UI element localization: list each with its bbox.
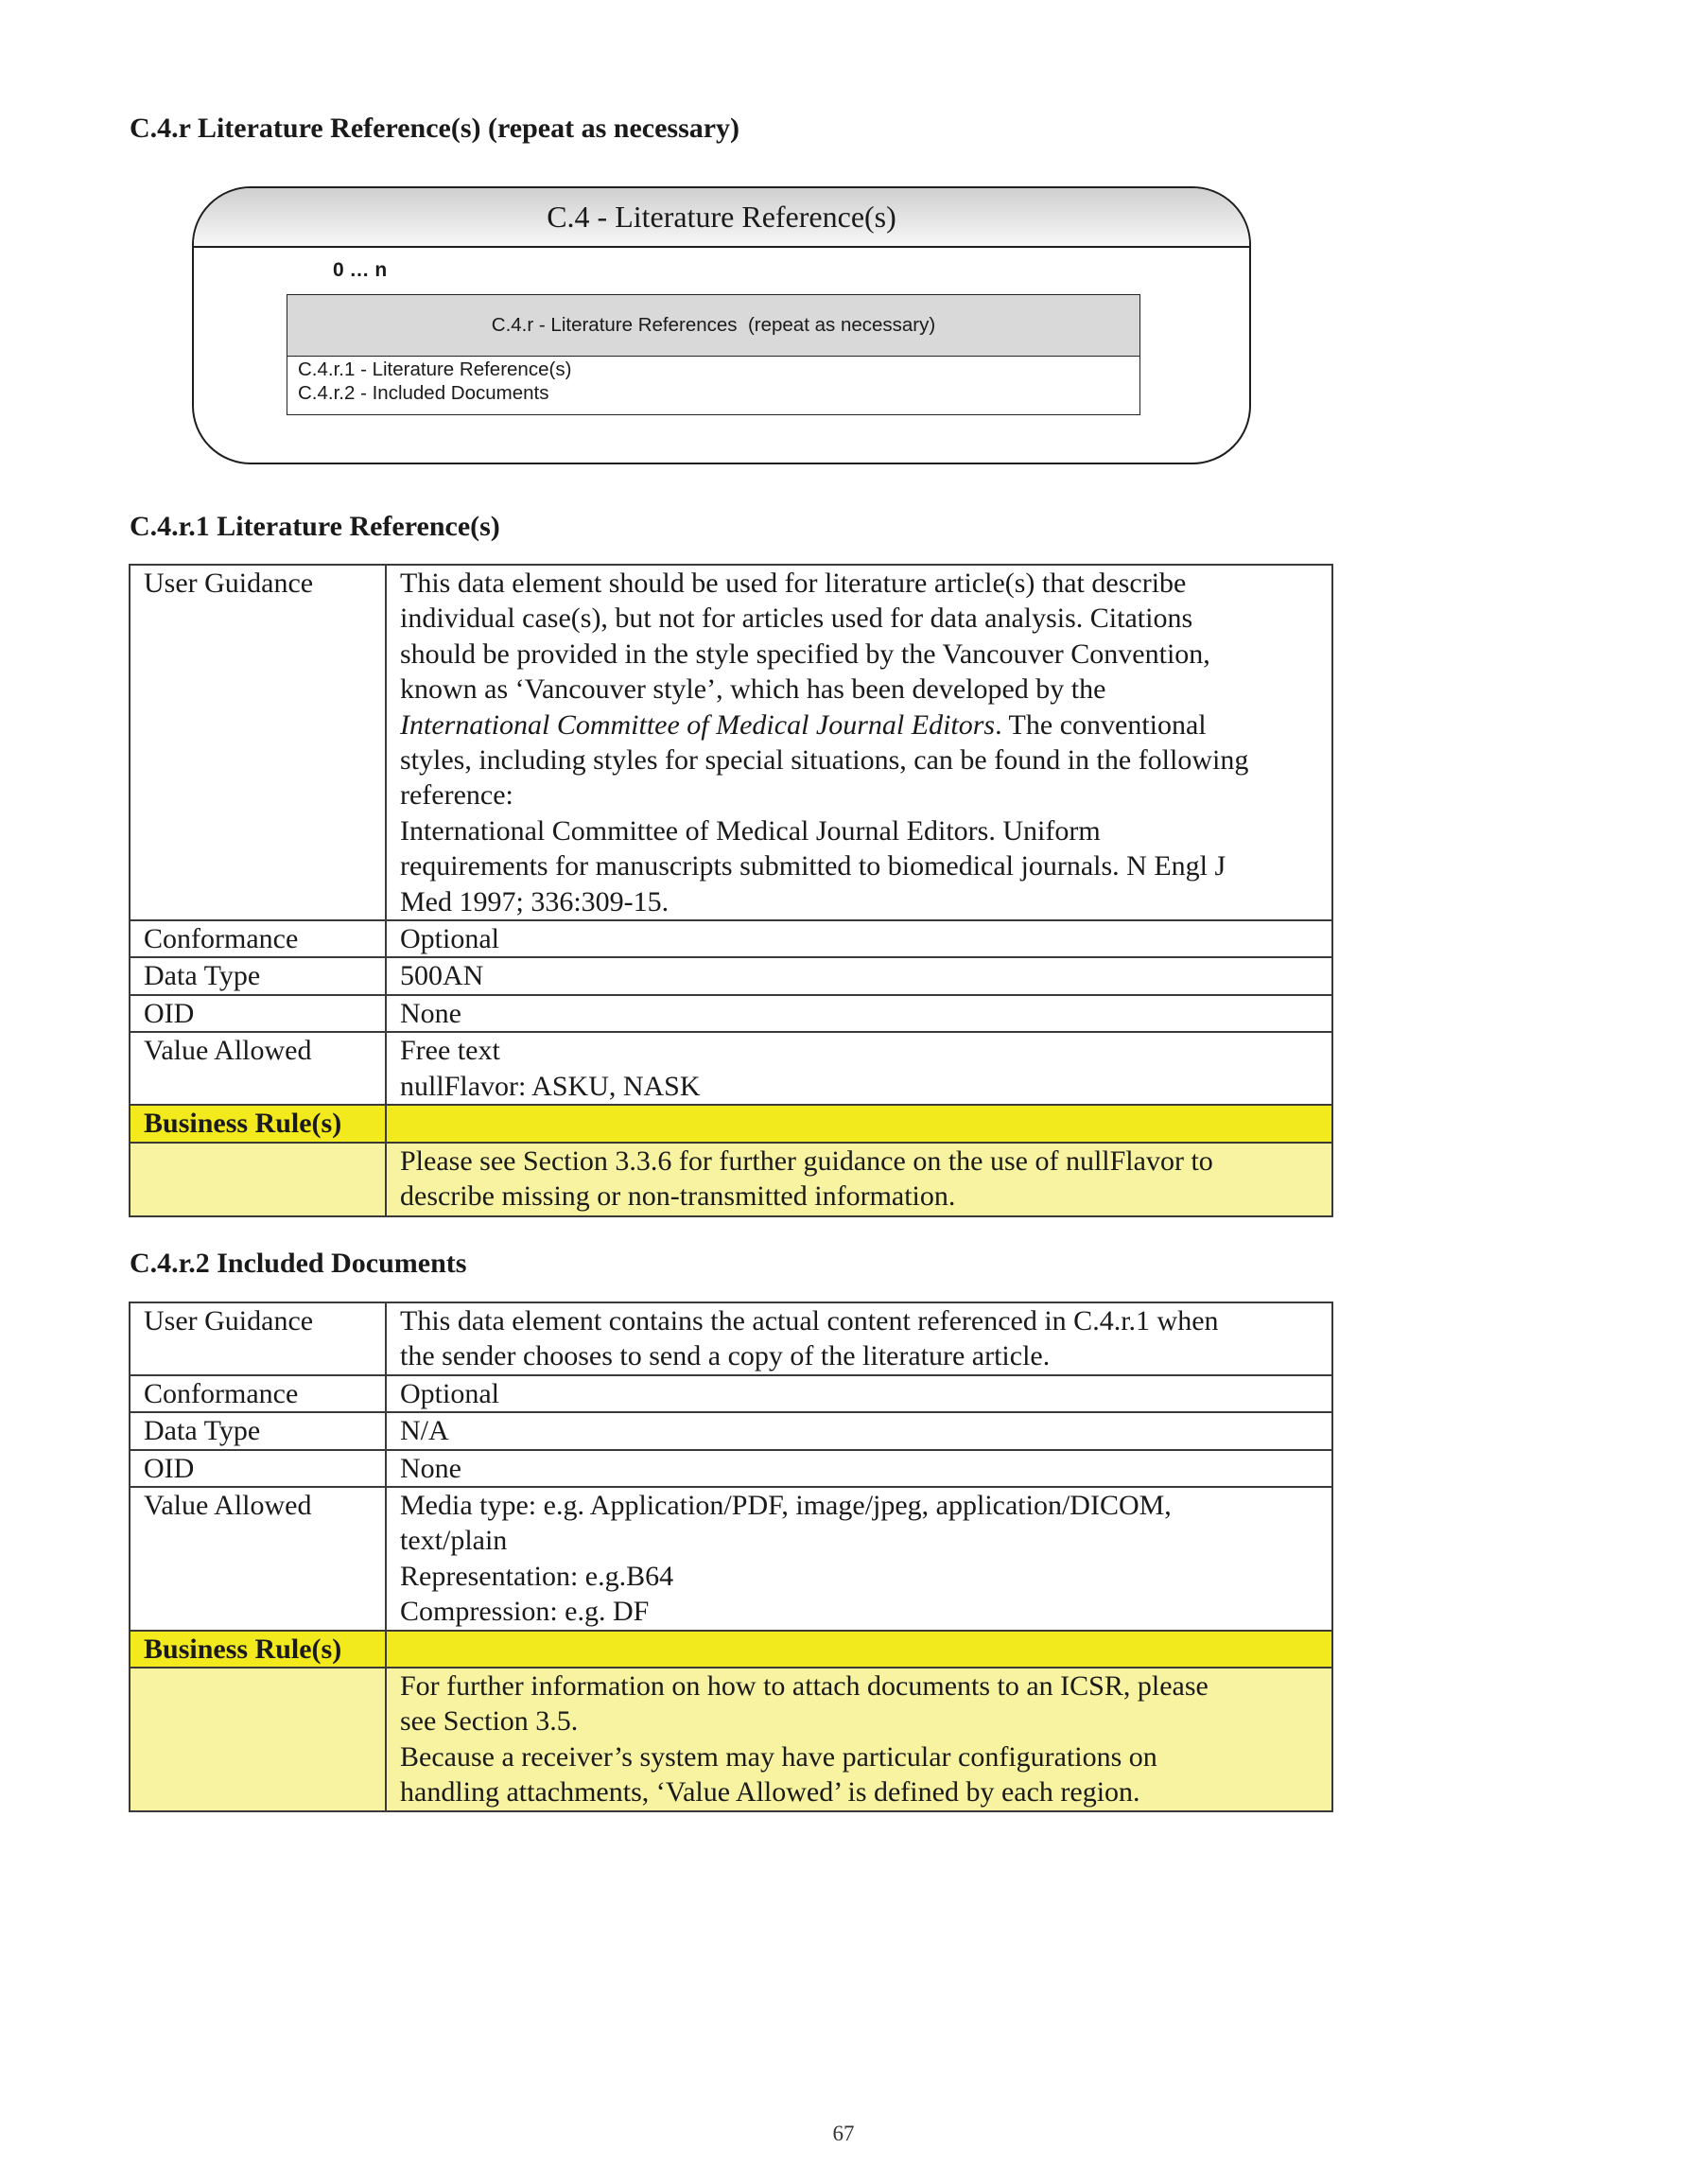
text-line: Because a receiver’s system may have particular configurations on [400,1740,1157,1773]
text-line: reference: [400,779,513,812]
italic-title: International Committee of Medical Journal Editors [400,708,996,741]
text-line: should be provided in the style specified by the Vancouver Convention, [400,638,1210,670]
text-line: requirements for manuscripts submitted to biomedical journals. N Engl J [400,850,1226,882]
text-line: styles, including styles for special situations, can be found in the following [400,744,1249,777]
section-heading: C.4.r Literature Reference(s) (repeat as necessary) [130,113,740,144]
row-label: Data Type [130,1412,386,1449]
business-rules-body-row [130,1668,1332,1811]
text-line: Med 1997; 336:309-15. [400,885,670,917]
table-row [130,1302,1332,1375]
table-row [130,1487,1332,1631]
value-allowed-value [386,1032,1332,1105]
business-rules-body-empty [130,1668,386,1811]
row-label: Data Type [130,957,386,994]
row-label: User Guidance [130,565,386,920]
row-label: Value Allowed [130,1032,386,1105]
business-rules-header-empty [386,1105,1332,1142]
diagram-inner-title: C.4.r - Literature References (repeat as necessary) [491,314,936,336]
business-rules-value [386,1143,1332,1216]
text-line: text/plain [400,1525,508,1557]
table-row [130,920,1332,957]
data-type-value: N/A [386,1412,1332,1449]
business-rules-body-empty [130,1143,386,1216]
user-guidance-value [386,1302,1332,1375]
table-row [130,1450,1332,1487]
oid-value: None [386,995,1332,1032]
table-row [130,1032,1332,1105]
conformance-value: Optional [386,1375,1332,1412]
text-line: For further information on how to attach documents to an ICSR, please [400,1670,1209,1703]
text-fragment: . The conventional [995,708,1207,741]
business-rules-label: Business Rule(s) [130,1631,386,1668]
text-line: Free text [400,1035,500,1067]
diagram-item: C.4.r.1 - Literature Reference(s) [298,358,572,380]
business-rules-header-row [130,1631,1332,1668]
table1-heading: C.4.r.1 Literature Reference(s) [130,511,500,542]
user-guidance-value [386,565,1332,920]
row-label: OID [130,1450,386,1487]
text-line: Representation: e.g.B64 [400,1560,674,1592]
data-type-value: 500AN [386,957,1332,994]
row-label: User Guidance [130,1302,386,1375]
text-line: Please see Section 3.3.6 for further guidance on the use of nullFlavor to [400,1144,1213,1177]
table-row [130,565,1332,920]
diagram-inner-header [287,295,1139,357]
row-label: Value Allowed [130,1487,386,1631]
text-line: the sender chooses to send a copy of the literature article. [400,1340,1051,1372]
table-row [130,995,1332,1032]
text-line: individual case(s), but not for articles used for data analysis. Citations [400,603,1193,635]
text-line: Media type: e.g. Application/PDF, image/jpeg, application/DICOM, [400,1490,1172,1522]
diagram-inner-list [298,358,571,405]
text-line: handling attachments, ‘Value Allowed’ is defined by each region. [400,1776,1140,1808]
diagram-item: C.4.r.2 - Included Documents [298,382,549,404]
table2-included-documents [129,1302,1333,1812]
text-line: see Section 3.5. [400,1705,579,1738]
business-rules-header-row [130,1105,1332,1142]
text-line: nullFlavor: ASKU, NASK [400,1070,701,1102]
diagram-outer-title: C.4 - Literature Reference(s) [547,200,896,234]
conformance-value: Optional [386,920,1332,957]
table-row [130,1375,1332,1412]
business-rules-label: Business Rule(s) [130,1105,386,1142]
text-line [400,708,1318,743]
business-rules-body-row [130,1143,1332,1216]
business-rules-value [386,1668,1332,1811]
row-label: Conformance [130,920,386,957]
diagram-inner-box [287,294,1140,415]
text-line: This data element should be used for literature article(s) that describe [400,568,1187,599]
table-row [130,957,1332,994]
text-line: This data element contains the actual content referenced in C.4.r.1 when [400,1305,1219,1337]
row-label: Conformance [130,1375,386,1412]
text-line: International Committee of Medical Journal Editors. Uniform [400,814,1101,847]
diagram-outer-header [194,188,1249,248]
text-line: describe missing or non-transmitted information. [400,1179,956,1212]
table2-heading: C.4.r.2 Included Documents [130,1248,467,1279]
structure-diagram [192,186,1251,464]
business-rules-header-empty [386,1631,1332,1668]
table1-literature-reference [129,564,1333,1217]
row-label: OID [130,995,386,1032]
diagram-multiplicity: 0 … n [333,259,388,281]
page-number: 67 [832,2122,855,2145]
value-allowed-value [386,1487,1332,1631]
table-row [130,1412,1332,1449]
text-line: Compression: e.g. DF [400,1596,650,1628]
oid-value: None [386,1450,1332,1487]
text-line: known as ‘Vancouver style’, which has been developed by the [400,673,1106,706]
